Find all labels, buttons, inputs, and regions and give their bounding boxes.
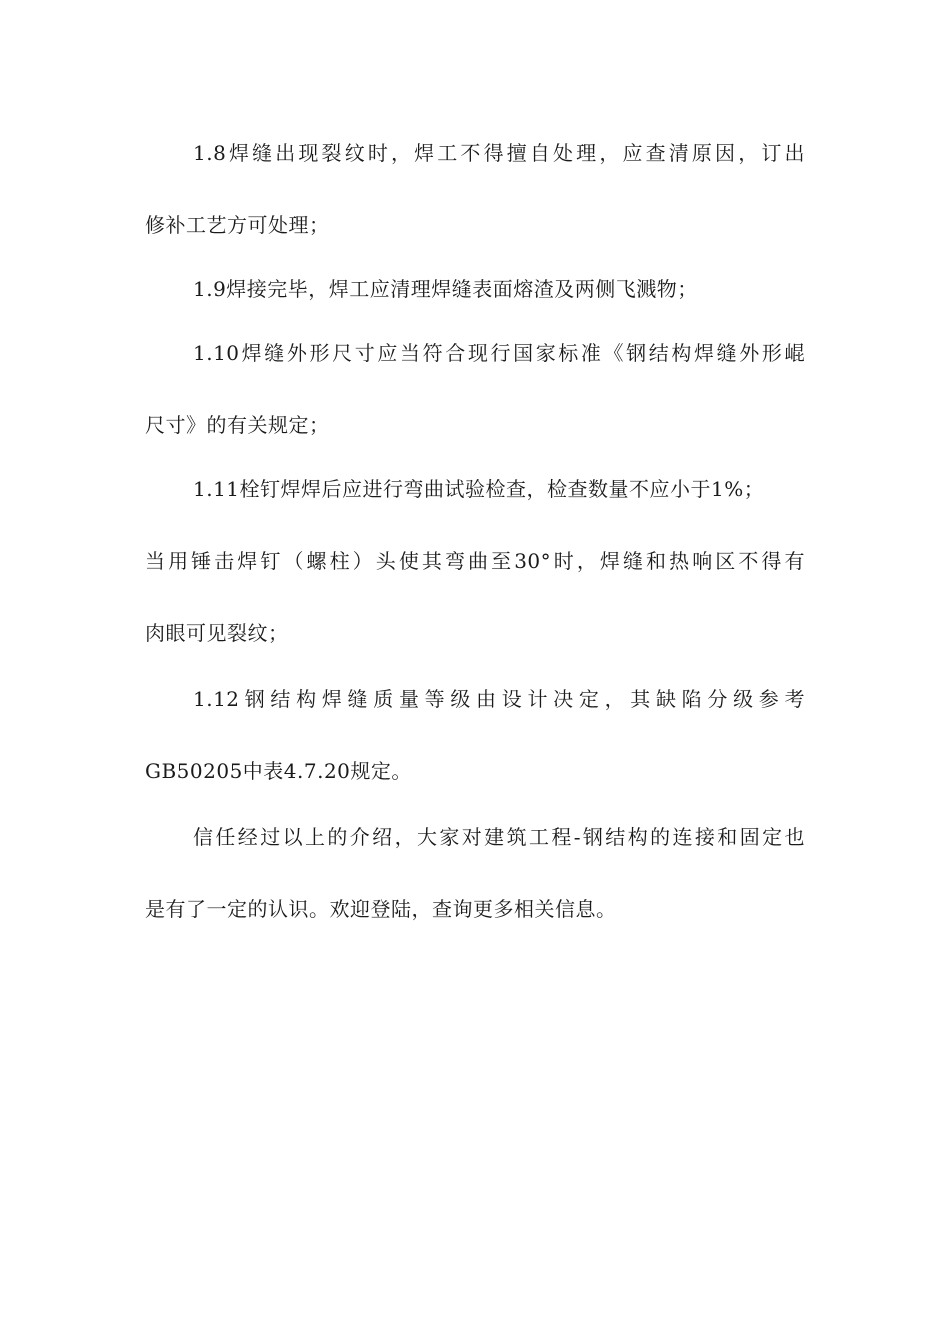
paragraph-1-12-line-2: GB50205中表4.7.20规定。 <box>145 759 412 783</box>
paragraph-1-11-line-1: 1.11栓钉焊焊后应进行弯曲试验检查，检查数量不应小于1%； <box>193 477 765 501</box>
paragraph-1-12-line-1: 1.12钢结构焊缝质量等级由设计决定，其缺陷分级参考 <box>193 687 805 711</box>
paragraph-1-9: 1.9焊接完毕，焊工应清理焊缝表面熔渣及两侧飞溅物； <box>193 277 698 301</box>
paragraph-1-8-line-2: 修补工艺方可处理； <box>145 213 330 237</box>
paragraph-1-11-line-3: 肉眼可见裂纹； <box>145 621 289 645</box>
paragraph-1-10-line-2: 尺寸》的有关规定； <box>145 413 330 437</box>
paragraph-1-10-line-1: 1.10焊缝外形尺寸应当符合现行国家标准《钢结构焊缝外形崐 <box>193 341 805 365</box>
paragraph-1-11-line-2: 当用锤击焊钉（螺柱）头使其弯曲至30°时，焊缝和热响区不得有 <box>145 549 805 573</box>
closing-paragraph-line-2: 是有了一定的认识。欢迎登陆，查询更多相关信息。 <box>145 897 617 921</box>
closing-paragraph-line-1: 信任经过以上的介绍，大家对建筑工程-钢结构的连接和固定也 <box>193 825 805 849</box>
paragraph-1-8-line-1: 1.8焊缝出现裂纹时，焊工不得擅自处理，应查清原因，订出 <box>193 141 805 165</box>
